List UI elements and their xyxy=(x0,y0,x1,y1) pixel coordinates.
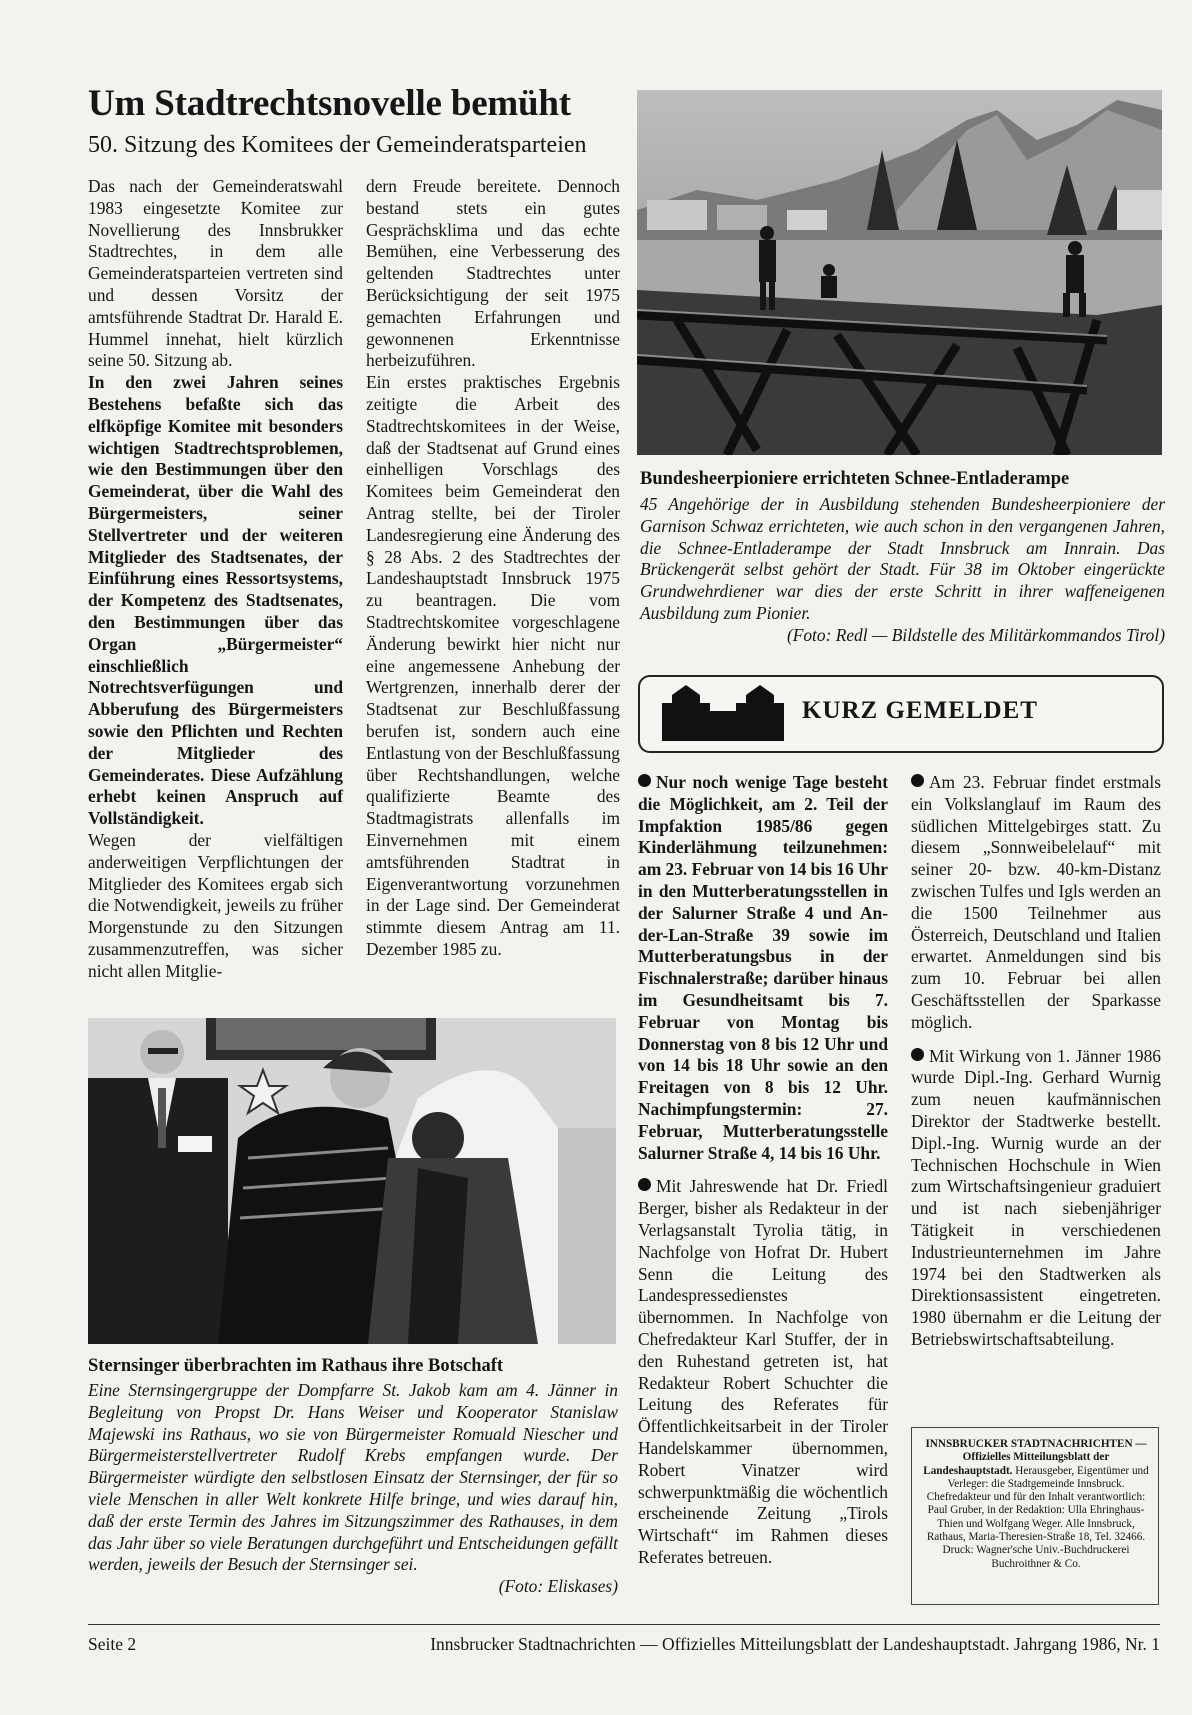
kurz-column-2 xyxy=(911,772,1161,1363)
article-paragraph: Wegen der vielfältigen anderweitigen Verpflichtungen der Mitglieder des Komitees ergab sich die Notwendigkeit, jeweils zu früher Morgenstunde zu den Sitzungen zusammenzutreffen, was sicher nicht allen Mitglie- xyxy=(88,829,343,981)
article-column-1 xyxy=(88,176,343,982)
bullet-icon xyxy=(638,774,651,787)
bullet-icon xyxy=(911,1048,924,1061)
article-paragraph-bold: In den zwei Jahren seines Bestehens befaßte sich das elfköpfige Komitee mit besonders wichtigen Stadtrechtsproblemen, wie den Bestimmungen über den Gemeinderat, über die Wahl des Bürgermeisters, seiner Stellvertreter und der weiteren Mitglieder des Stadtsenates, der Einführung eines Ressortsystems, der Kompetenz des Stadtsenates, den Bestimmungen über das Organ „Bürgermeister“ einschließlich Notrechtsverfügungen und Abberufung des Bürgermeisters sowie den Pflichten und Rechten der Mitglieder des Gemeinderates. Diese Aufzählung erhebt keinen Anspruch auf Vollständigkeit. xyxy=(88,372,343,829)
bullet-icon xyxy=(638,1178,651,1191)
news-item: Am 23. Februar findet erstmals ein Volkslanglauf im Raum des südlichen Mittelgebirges statt. Zu diesem „Sonnweibelelauf“ mit seiner 20- bzw. 40-km-Distanz zwischen Tulfes und Igls werden an die 1500 Teilnehmer aus Österreich, Deutschland und Italien erwartet. Anmeldungen sind bis zum 10. Februar bei allen Geschäftsstellen der Sparkasse möglich. xyxy=(911,772,1161,1032)
caption-body: Eine Sternsingergruppe der Dompfarre St. Jakob kam am 4. Jänner in Begleitung von Propst Dr. Hans Weiser und Kooperator Stanislaw Majewski ins Rathaus, wo sie von Bürgermeister Romuald Niescher und Bürgermeisterstellvertreter Rudolf Krebs empfangen wurde. Der Bürgermeister würdigte den selbstlosen Einsatz der Sternsinger, der für so viele Menschen in aller Welt konkrete Hilfe bringe, und wies darauf hin, daß der erste Termin des Jahres im Sitzungszimmer des Rathauses, in dem das Jahr über so viele Beratungen durchgeführt und Entscheidungen gefällt werden, jeweils der Besuch der Sternsinger sei. xyxy=(88,1380,618,1575)
footer-masthead: Innsbrucker Stadtnachrichten — Offizielles Mitteilungsblatt der Landeshauptstadt. Jahrgang 1986, Nr. 1 xyxy=(430,1634,1160,1654)
photo-pioneers-caption-text xyxy=(640,494,1165,647)
photo-credit: (Foto: Eliskases) xyxy=(498,1576,618,1597)
caption-body: 45 Angehörige der in Ausbildung stehenden Bundesheerpioniere der Garnison Schwaz errichteten, wie auch schon in den vergangenen Jahren, die Schnee-Entladerampe der Stadt Innsbruck am Innrain. Das Brückengerät selbst gehört der Stadt. Für 38 im Oktober eingerückte Grundwehrdiener war dies der erste Schritt in ihrer waffeneigenen Ausbildung zum Pionier. xyxy=(640,494,1165,623)
footer-rule xyxy=(88,1624,1160,1625)
news-item: Nur noch wenige Tage besteht die Möglichkeit, am 2. Teil der Impfaktion 1985/86 gegen Kinderlähmung teilzunehmen: am 23. Februar von 14 bis 16 Uhr in den Mutterberatungsstellen in der Salurner Straße 4 und An-der-Lan-Straße 39 sowie im Mutterberatungsbus in der Fischnalerstraße; darüber hinaus im Gesundheitsamt bis 7. Februar von Montag bis Donnerstag von 8 bis 12 Uhr und von 14 bis 18 Uhr sowie an den Freitagen von 8 bis 12 Uhr. Nachimpfungstermin: 27. Februar, Mutterberatungsstelle Salurner Straße 4, 14 bis 16 Uhr. xyxy=(638,772,888,1163)
city-towers-icon xyxy=(658,681,790,745)
article-subhead: 50. Sitzung des Komitees der Gemeinderatsparteien xyxy=(88,132,587,158)
imprint-title: INNSBRUCKER STADTNACHRICHTEN — Offizielles Mitteilungsblatt der Landeshauptstadt. xyxy=(923,1438,1147,1477)
photo-sternsinger-image xyxy=(88,1018,616,1344)
photo-credit: (Foto: Redl — Bildstelle des Militärkommandos Tirol) xyxy=(786,624,1165,645)
article-paragraph: Ein erstes praktisches Ergebnis zeitigte die Arbeit des Stadtrechtskomitees in der Weise, daß der Stadtsenat auf Grund eines einhelligen Vorschlags des Komitees beim Gemeinderat den Antrag stellte, bei der Tiroler Landesregierung eine Änderung des § 28 Abs. 2 des Stadtrechtes der Landeshauptstadt Innsbruck 1975 zu beantragen. Die vom Stadtrechtskomitee vorgeschlagene Änderung bewirkt hier nicht nur eine angemessene Anhebung der Wertgrenzen, innerhalb derer der Stadtsenat zur Beschlußfassung berufen ist, sondern auch eine Entlastung von der Beschlußfassung über Rechtshandlungen, welche qualifizierte Beamte des Stadtmagistrats allenfalls im Einvernehmen mit einem amtsführenden Stadtrat in Eigenverantwortung vorzunehmen in der Lage sind. Der Gemeinderat stimmte diesem Antrag am 11. Dezember 1985 zu. xyxy=(366,372,620,959)
photo-sternsinger xyxy=(88,1018,616,1344)
imprint-body: Herausgeber, Eigentümer und Verleger: die Stadtgemeinde Innsbruck. Chefredakteur und für den Inhalt verantwortlich: Paul Gruber, in der Redaktion: Ulla Ehringhaus-Thien und Wolfgang Weger. Alle Innsbruck, Rathaus, Maria-Theresien-Straße 18, Tel. 32466. Druck: Wagner'sche Univ.-Buchdruckerei Buchroithner & Co. xyxy=(926,1464,1149,1570)
article-paragraph: dern Freude bereitete. Dennoch bestand stets ein gutes Gesprächsklima und das echte Bemühen, eine Verbesserung des geltenden Stadtrechtes unter Berücksichtigung der seit 1975 gemachten Erfahrungen und gewonnenen Erkenntnisse herbeizuführen. xyxy=(366,176,620,371)
bullet-icon xyxy=(911,774,924,787)
photo-sternsinger-caption-title: Sternsinger überbrachten im Rathaus ihre Botschaft xyxy=(88,1356,504,1376)
kurz-column-1 xyxy=(638,772,888,1581)
news-item: Mit Jahreswende hat Dr. Friedl Berger, bisher als Redakteur in der Verlagsanstalt Tyrolia tätig, in Nachfolge von Hofrat Dr. Hubert Senn die Leitung des Landespressedienstes übernommen. In Nachfolge von Chefredakteur Karl Stuffer, der in den Ruhestand getreten ist, hat Redakteur Robert Schuchter die Leitung des Referates für Öffentlichkeitsarbeit in der Tiroler Handelskammer übernommen, Robert Vinatzer wird schwerpunktmäßig die wöchentlich erscheinende Zeitung „Tirols Wirtschaft“ im Rahmen dieses Referates betreuen. xyxy=(638,1176,888,1567)
photo-pioneers-ramp xyxy=(637,90,1162,455)
kurz-gemeldet-title: KURZ GEMELDET xyxy=(802,697,1038,724)
photo-pioneers-ramp-image xyxy=(637,90,1162,455)
article-paragraph: Das nach der Gemeinderatswahl 1983 eingesetzte Komitee zur Novellierung des Innsbrukker Stadtrechtes, in dem alle Gemeinderatsparteien vertreten sind und dessen Vorsitz der amtsführende Stadtrat Dr. Harald E. Hummel innehat, hielt kürzlich seine 50. Sitzung ab. xyxy=(88,176,343,371)
article-column-2 xyxy=(366,176,620,961)
page-number: Seite 2 xyxy=(88,1634,137,1654)
news-item: Mit Wirkung von 1. Jänner 1986 wurde Dipl.-Ing. Gerhard Wurnig zum neuen kaufmännischen Direktor der Stadtwerke bestellt. Dipl.-Ing. Wurnig wurde an der Technischen Hochschule in Wien zum Wirtschaftsingenieur graduiert und ist nach siebenjähriger Tätigkeit in verschiedenen Industrieunternehmen im Jahre 1974 bei den Stadtwerken als Direktionsassistent eingetreten. 1980 übernahm er die Leitung der Betriebswirtschaftsabteilung. xyxy=(911,1045,1161,1349)
photo-pioneers-caption-title: Bundesheerpioniere errichteten Schnee-Entladerampe xyxy=(640,469,1070,489)
article-headline: Um Stadtrechtsnovelle bemüht xyxy=(88,83,571,124)
photo-sternsinger-caption-text xyxy=(88,1380,618,1598)
imprint-box xyxy=(911,1427,1159,1605)
imprint-text xyxy=(920,1438,1152,1571)
